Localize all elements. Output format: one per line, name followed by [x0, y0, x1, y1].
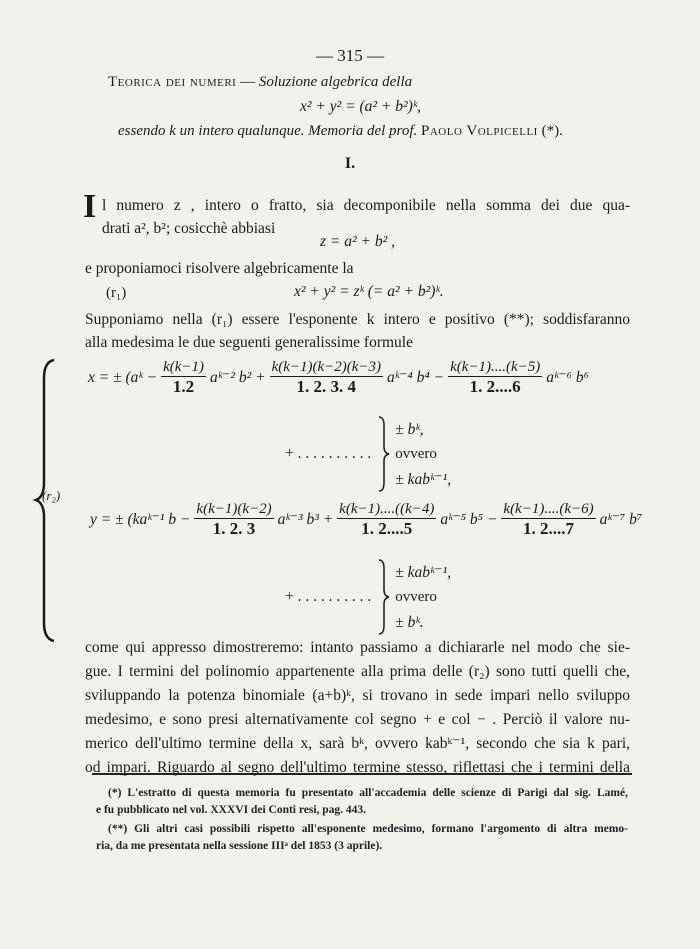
numerator: k(k−1)(k−2)(k−3) [271, 359, 382, 375]
title-line-3 [118, 123, 563, 140]
option: ovvero [395, 445, 437, 462]
fraction [270, 358, 383, 397]
denominator: 1. 2....5 [361, 519, 413, 538]
equation-label-r1: (r₁) [106, 285, 127, 301]
footnote: (**) Gli altri casi possibili rispetto all'esponente medesimo, formano l'argomento di altra memo- [108, 823, 628, 835]
author-name: Paolo Volpicelli [421, 123, 538, 139]
denominator: 1. 2....6 [469, 377, 521, 396]
text-line: sviluppando la potenza binomiale (a+b)ᵏ, si trovano in sede impari nello sviluppo [85, 687, 630, 704]
footnote: ria, da me presentata nella sessione IIIᵃ del 1853 (3 aprile). [96, 840, 383, 852]
drop-cap: I [83, 188, 97, 225]
fraction [501, 500, 595, 539]
formula-x-continuation [285, 415, 451, 493]
option: ± kabᵏ⁻¹, [395, 563, 452, 581]
fraction [161, 358, 206, 397]
text-line: alla medesima le due seguenti generalissime formule [85, 334, 413, 351]
formula-term: aᵏ⁻⁵ b⁵ − [440, 511, 498, 528]
equation-label-r2: (r₂) [42, 488, 61, 503]
equation-r1: x² + y² = zᵏ (= a² + b²)ᵏ. [294, 283, 444, 300]
fraction [448, 358, 542, 397]
option: ± bᵏ. [395, 613, 424, 631]
text-line: merico dell'ultimo termine della x, sarà bᵏ, ovvero kabᵏ⁻¹, secondo che sia k pari, [85, 735, 630, 752]
text-line: Supponiamo nella (r₁) essere l'esponente k intero e positivo (**); soddisfaranno [85, 311, 630, 328]
option: ± bᵏ, [395, 420, 424, 438]
formula-x [88, 358, 589, 397]
section-heading: I. [344, 155, 356, 172]
denominator: 1. 2. 3 [212, 519, 256, 538]
numerator: k(k−1)(k−2) [196, 501, 272, 517]
denominator: 1. 2....7 [523, 519, 574, 538]
formula-term: aᵏ⁻³ b³ + [277, 511, 334, 528]
text-line: drati a², b²; cosicchè abbiasi [102, 220, 276, 237]
text-line: l numero z , intero o fratto, sia decomponibile nella somma dei due qua- [102, 197, 630, 214]
footnote: (*) L'estratto di questa memoria fu presentato all'accademia delle scienze di Parigi dal sig. Lamé, [108, 787, 628, 799]
numerator: k(k−1)....(k−6) [503, 501, 594, 517]
fraction [337, 500, 436, 539]
formula-y-start: y = ± (kaᵏ⁻¹ b − [90, 511, 191, 528]
formula-y [90, 500, 642, 539]
text-line: come qui appresso dimostreremo: intanto passiamo a dichiararle nel modo che sie- [85, 639, 630, 656]
continuation-dots: + . . . . . . . . . . [285, 588, 372, 605]
formula-term: aᵏ⁻⁷ b⁷ [599, 511, 643, 528]
options-brace [375, 415, 391, 493]
text-line: gue. I termini del polinomio appartenente alla prima delle (r₂) sono tutti quelli che, [85, 663, 630, 680]
formula-term: aᵏ⁻⁴ b⁴ − [387, 369, 445, 386]
denominator: 1.2 [172, 377, 195, 396]
options-brace [375, 558, 391, 636]
footnote-rule [92, 773, 632, 775]
page-number: — 315 — [316, 46, 384, 65]
option: ± kabᵏ⁻¹, [395, 470, 452, 488]
formula-y-continuation [285, 558, 451, 636]
title-memoir: essendo k un intero qualunque. Memoria del prof. [118, 123, 418, 139]
text-line: e proponiamoci risolvere algebricamente la [85, 260, 354, 277]
option: ovvero [395, 588, 437, 605]
text-line: od impari. Riguardo al segno dell'ultimo termine stesso, riflettasi che i termini della [85, 759, 630, 776]
text-line: medesimo, e sono presi alternativamente col segno + e col − . Perciò il valore nu- [85, 711, 630, 728]
title-line-1 [108, 74, 412, 91]
numerator: k(k−1) [163, 359, 205, 375]
equation-z: z = a² + b² , [320, 233, 395, 250]
footnote: e fu pubblicato nel vol. XXXVI dei Conti resi, pag. 443. [96, 804, 367, 816]
continuation-dots: + . . . . . . . . . . [285, 445, 372, 462]
denominator: 1. 2. 3. 4 [296, 377, 357, 396]
numerator: k(k−1)....((k−4) [339, 501, 435, 517]
formula-term: aᵏ⁻⁶ b⁶ [546, 369, 589, 386]
footnote-ref: (*). [541, 123, 563, 139]
title-dash: — [240, 74, 256, 90]
formula-x-start: x = ± (aᵏ − [88, 368, 158, 386]
fraction [194, 500, 273, 539]
formula-term: aᵏ⁻² b² + [210, 369, 266, 386]
title-subject: Soluzione algebrica della [258, 74, 413, 90]
section-title: Teorica dei numeri [108, 74, 237, 90]
numerator: k(k−1)....(k−5) [450, 359, 541, 375]
title-equation: x² + y² = (a² + b²)ᵏ, [300, 98, 422, 115]
